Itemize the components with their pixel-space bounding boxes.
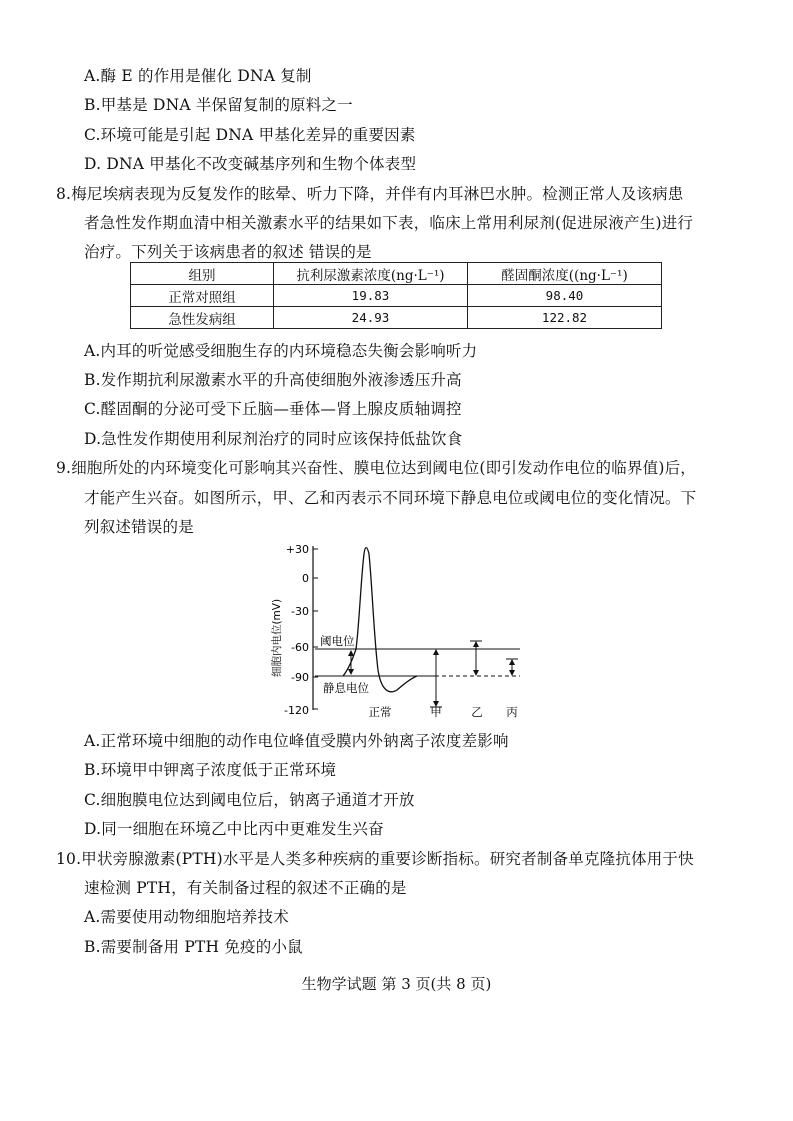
table-cell: 19.83: [274, 285, 468, 307]
q9-option-d: D.同一细胞在环境乙中比丙中更难发生兴奋: [84, 820, 384, 838]
q9-stem-line-2: 才能产生兴奋。如图所示，甲、乙和丙表示不同环境下静息电位或阈电位的变化情况。下: [84, 489, 697, 507]
y-tick-label: -90: [291, 671, 309, 684]
q9-stem-line-3: 列叙述错误的是: [84, 518, 194, 536]
q9-option-c: C.细胞膜电位达到阈电位后，钠离子通道才开放: [84, 791, 415, 809]
q9-option-a: A.正常环境中细胞的动作电位峰值受膜内外钠离子浓度差影响: [84, 732, 509, 750]
q10-option-a: A.需要使用动物细胞培养技术: [84, 908, 289, 926]
table-header-row: [131, 263, 662, 285]
q9-option-b: B.环境甲中钾离子浓度低于正常环境: [84, 761, 337, 779]
table-header-cell: 醛固酮浓度((ng·L⁻¹): [468, 263, 662, 285]
q8-option-d: D.急性发作期使用利尿剂治疗的同时应该保持低盐饮食: [84, 430, 463, 448]
q8-stem-line-1: 8.梅尼埃病表现为反复发作的眩晕、听力下降，并伴有内耳淋巴水肿。检测正常人及该病患: [56, 185, 684, 203]
x-label-bing: 丙: [506, 705, 518, 719]
resting-label: 静息电位: [323, 681, 369, 695]
page-footer: 生物学试题 第 3 页(共 8 页): [301, 975, 492, 993]
table-row: [131, 307, 662, 329]
x-label-yi: 乙: [471, 705, 483, 719]
x-label-jia: 甲: [430, 705, 442, 719]
q10-stem-line-2: 速检测 PTH，有关制备过程的叙述不正确的是: [84, 879, 407, 897]
table-cell: 24.93: [274, 307, 468, 329]
y-tick-label: -120: [284, 704, 309, 717]
q8-option-a: A.内耳的听觉感受细胞生存的内环境稳态失衡会影响听力: [84, 342, 478, 360]
action-potential-curve: [343, 548, 417, 692]
q7-option-d: D. DNA 甲基化不改变碱基序列和生物个体表型: [84, 155, 417, 173]
y-tick-label: -60: [291, 641, 309, 654]
q7-option-c: C.环境可能是引起 DNA 甲基化差异的重要因素: [84, 126, 416, 144]
hormone-table: [130, 262, 662, 329]
y-tick-label: -30: [291, 605, 309, 618]
y-tick-label: +30: [285, 543, 309, 556]
table-header-cell: 组别: [131, 263, 274, 285]
table-cell: 正常对照组: [131, 285, 274, 307]
q10-option-b: B.需要制备用 PTH 免疫的小鼠: [84, 938, 303, 956]
table-row: [131, 285, 662, 307]
table-header-cell: 抗利尿激素浓度(ng·L⁻¹): [274, 263, 468, 285]
q10-stem-line-1: 10.甲状旁腺激素(PTH)水平是人类多种疾病的重要诊断指标。研究者制备单克隆抗体用于快: [56, 850, 694, 868]
q7-option-a: A.酶 E 的作用是催化 DNA 复制: [84, 67, 312, 85]
threshold-label: 阈电位: [320, 634, 355, 648]
y-axis-label: 细胞内电位(mV): [271, 598, 283, 678]
q8-option-b: B.发作期抗利尿激素水平的升高使细胞外液渗透压升高: [84, 371, 462, 389]
y-tick-label: 0: [302, 572, 309, 585]
x-label-normal: 正常: [368, 705, 392, 719]
q7-option-b: B.甲基是 DNA 半保留复制的原料之一: [84, 96, 353, 114]
q8-stem-line-2: 者急性发作期血清中相关激素水平的结果如下表，临床上常用利尿剂(促进尿液产生)进行: [84, 214, 694, 232]
q8-option-c: C.醛固酮的分泌可受下丘脑—垂体—肾上腺皮质轴调控: [84, 400, 462, 418]
table-cell: 98.40: [468, 285, 662, 307]
table-cell: 122.82: [468, 307, 662, 329]
membrane-potential-figure: [265, 538, 530, 723]
q8-stem-line-3: 治疗。下列关于该病患者的叙述 错误的是: [84, 243, 372, 261]
table-cell: 急性发病组: [131, 307, 274, 329]
q9-stem-line-1: 9.细胞所处的内环境变化可影响其兴奋性、膜电位达到阈电位(即引发动作电位的临界值)后，: [56, 459, 696, 477]
